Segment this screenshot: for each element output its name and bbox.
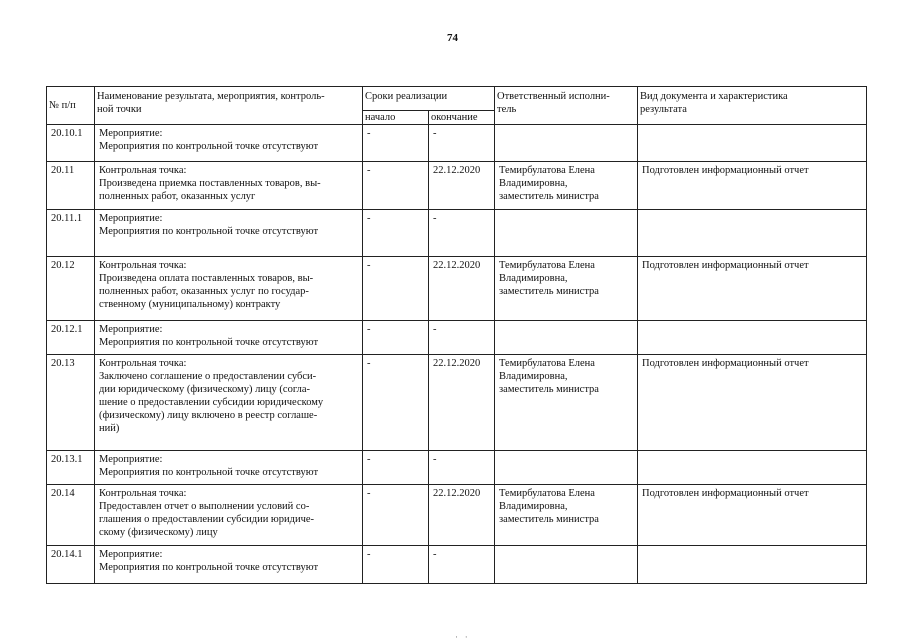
row-number: 20.14.1 — [47, 546, 95, 584]
row-responsible — [495, 125, 638, 162]
table-row — [47, 321, 867, 355]
row-responsible-line: заместитель министра — [499, 384, 599, 395]
row-name-line: Мероприятия по контрольной точке отсутствуют — [99, 141, 319, 152]
table-row — [47, 210, 867, 257]
row-responsible-line: Владимировна, — [499, 178, 568, 189]
row-name-line: Мероприятия по контрольной точке отсутствуют — [99, 337, 319, 348]
row-name-line: шение о предоставлении субсидии юридическому — [99, 397, 324, 408]
row-responsible — [495, 485, 638, 546]
row-name-line: Произведена приемка поставленных товаров, вы- — [99, 178, 321, 189]
row-name-line: Мероприятие: — [99, 213, 163, 224]
row-responsible-line: Темирбулатова Елена — [499, 260, 595, 271]
header-num: № п/п — [47, 87, 95, 125]
row-name-line: глашения о предоставлении субсидии юридиче- — [99, 514, 315, 525]
row-name — [95, 257, 363, 321]
row-responsible — [495, 355, 638, 451]
row-document — [638, 321, 867, 355]
page-edge-marks: · · — [455, 632, 468, 642]
header-end: окончание — [429, 111, 495, 125]
results-table — [46, 86, 867, 584]
row-end: - — [429, 210, 495, 257]
table-row — [47, 355, 867, 451]
row-name-line: (физическому) лицу включено в реестр соглаше- — [99, 410, 318, 421]
row-start: - — [363, 210, 429, 257]
row-responsible-line: Владимировна, — [499, 273, 568, 284]
row-name-line: Контрольная точка: — [99, 260, 187, 271]
row-start: - — [363, 162, 429, 210]
row-responsible — [495, 162, 638, 210]
row-name — [95, 451, 363, 485]
row-name-line: Мероприятие: — [99, 324, 163, 335]
row-responsible — [495, 321, 638, 355]
row-name-line: Контрольная точка: — [99, 165, 187, 176]
header-terms: Сроки реализации — [363, 87, 495, 111]
row-start: - — [363, 321, 429, 355]
row-number: 20.13.1 — [47, 451, 95, 485]
row-document: Подготовлен информационный отчет — [638, 355, 867, 451]
row-end: 22.12.2020 — [429, 485, 495, 546]
row-name-line: Мероприятия по контрольной точке отсутствуют — [99, 467, 319, 478]
row-name-line: Контрольная точка: — [99, 488, 187, 499]
row-start: - — [363, 257, 429, 321]
row-start: - — [363, 485, 429, 546]
row-responsible — [495, 210, 638, 257]
row-responsible-line: Темирбулатова Елена — [499, 358, 595, 369]
row-name-line: дии юридическому (физическому) лицу (согла- — [99, 384, 310, 395]
row-responsible-line: Владимировна, — [499, 501, 568, 512]
row-end: 22.12.2020 — [429, 355, 495, 451]
row-document — [638, 451, 867, 485]
row-document: Подготовлен информационный отчет — [638, 485, 867, 546]
row-name-line: Мероприятие: — [99, 454, 163, 465]
row-number: 20.11 — [47, 162, 95, 210]
row-name — [95, 485, 363, 546]
row-document: Подготовлен информационный отчет — [638, 162, 867, 210]
page-number: 74 — [447, 32, 458, 44]
header-start: начало — [363, 111, 429, 125]
row-end: - — [429, 125, 495, 162]
row-end: - — [429, 546, 495, 584]
row-document — [638, 210, 867, 257]
table-row — [47, 257, 867, 321]
row-end: - — [429, 321, 495, 355]
row-name-line: полненных работ, оказанных услуг — [99, 191, 256, 202]
row-name-line: Мероприятия по контрольной точке отсутствуют — [99, 562, 319, 573]
table-row — [47, 485, 867, 546]
row-responsible — [495, 546, 638, 584]
row-number: 20.12 — [47, 257, 95, 321]
row-start: - — [363, 546, 429, 584]
row-end: 22.12.2020 — [429, 162, 495, 210]
row-name-line: Мероприятие: — [99, 549, 163, 560]
row-name-line: Произведена оплата поставленных товаров, вы- — [99, 273, 314, 284]
row-name-line: Мероприятие: — [99, 128, 163, 139]
table-row — [47, 546, 867, 584]
row-number: 20.10.1 — [47, 125, 95, 162]
row-name-line: Предоставлен отчет о выполнении условий со- — [99, 501, 310, 512]
row-responsible — [495, 257, 638, 321]
row-number: 20.11.1 — [47, 210, 95, 257]
table-body — [47, 125, 867, 584]
row-name — [95, 210, 363, 257]
row-name — [95, 321, 363, 355]
row-name-line: ственному (муниципальному) контракту — [99, 299, 281, 310]
row-responsible-line: заместитель министра — [499, 514, 599, 525]
row-responsible-line: Темирбулатова Елена — [499, 165, 595, 176]
row-name — [95, 162, 363, 210]
row-start: - — [363, 125, 429, 162]
row-start: - — [363, 355, 429, 451]
row-document — [638, 125, 867, 162]
row-name — [95, 125, 363, 162]
row-responsible-line: заместитель министра — [499, 191, 599, 202]
row-name-line: полненных работ, оказанных услуг по государ- — [99, 286, 309, 297]
row-responsible-line: Темирбулатова Елена — [499, 488, 595, 499]
row-name-line: скому (физическому) лицу — [99, 527, 218, 538]
row-name — [95, 546, 363, 584]
row-number: 20.14 — [47, 485, 95, 546]
row-responsible-line: заместитель министра — [499, 286, 599, 297]
row-name-line: Мероприятия по контрольной точке отсутствуют — [99, 226, 319, 237]
row-number: 20.12.1 — [47, 321, 95, 355]
table-row — [47, 125, 867, 162]
row-number: 20.13 — [47, 355, 95, 451]
row-document: Подготовлен информационный отчет — [638, 257, 867, 321]
header-document: Вид документа и характеристика результата — [638, 87, 867, 125]
row-name — [95, 355, 363, 451]
row-responsible-line: Владимировна, — [499, 371, 568, 382]
row-name-line: Заключено соглашение о предоставлении субси- — [99, 371, 317, 382]
row-end: - — [429, 451, 495, 485]
table-row — [47, 451, 867, 485]
row-name-line: Контрольная точка: — [99, 358, 187, 369]
row-name-line: ний) — [99, 423, 120, 434]
row-document — [638, 546, 867, 584]
header-responsible: Ответственный исполни- тель — [495, 87, 638, 125]
table-row — [47, 162, 867, 210]
row-end: 22.12.2020 — [429, 257, 495, 321]
row-start: - — [363, 451, 429, 485]
header-name: Наименование результата, мероприятия, контроль- ной точки — [95, 87, 363, 125]
row-responsible — [495, 451, 638, 485]
